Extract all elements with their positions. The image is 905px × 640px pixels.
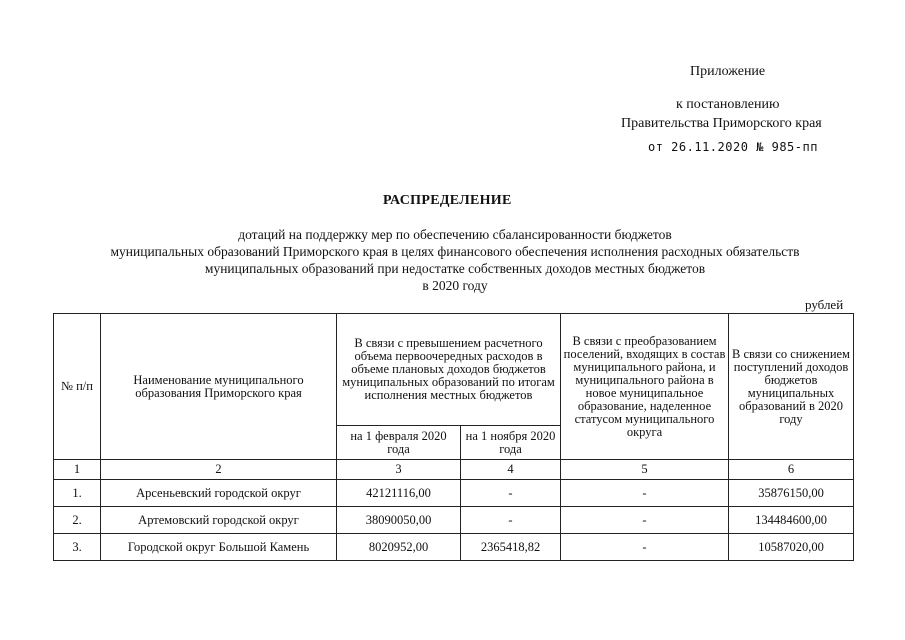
row-feb: 8020952,00	[337, 534, 461, 561]
government-label: Правительства Приморского края	[621, 116, 822, 131]
header-excess: В связи с превышением расчетного объема первоочередных расходов в объеме плановых доходов бюджетов муниципальных образований по итогам исполнения местных бюджетов	[337, 314, 561, 426]
table-row	[54, 507, 854, 534]
row-num: 2.	[54, 507, 101, 534]
row-decrease: 10587020,00	[729, 534, 854, 561]
row-num: 3.	[54, 534, 101, 561]
col-number: 3	[337, 460, 461, 480]
column-number-row	[54, 460, 854, 480]
row-name: Артемовский городской округ	[101, 507, 337, 534]
header-num: № п/п	[54, 314, 101, 460]
unit-label: рублей	[805, 297, 844, 312]
row-decrease: 35876150,00	[729, 480, 854, 507]
table-row	[54, 480, 854, 507]
table-row	[54, 534, 854, 561]
header-transform: В связи с преобразованием поселений, входящих в состав муниципального района, и муниципального района в новое муниципальное образование, наделенное статусом муниципального округа	[561, 314, 729, 460]
subtitle-line-1: дотаций на поддержку мер по обеспечению сбалансированности бюджетов	[238, 227, 672, 242]
subtitle-line-4: в 2020 году	[422, 278, 488, 293]
row-num: 1.	[54, 480, 101, 507]
row-name: Городской округ Большой Камень	[101, 534, 337, 561]
header-decrease: В связи со снижением поступлений доходов бюджетов муниципальных образований в 2020 году	[729, 314, 854, 460]
row-name: Арсеньевский городской округ	[101, 480, 337, 507]
row-transform: -	[561, 534, 729, 561]
header-nov: на 1 ноября 2020 года	[461, 426, 561, 460]
subtitle-line-2: муниципальных образований Приморского края в целях финансового обеспечения исполнения расходных обязательств	[110, 244, 800, 259]
row-decrease: 134484600,00	[729, 507, 854, 534]
col-number: 2	[101, 460, 337, 480]
row-feb: 42121116,00	[337, 480, 461, 507]
row-nov: -	[461, 480, 561, 507]
document-title: РАСПРЕДЕЛЕНИЕ	[383, 193, 512, 208]
document-subtitle	[40, 226, 870, 294]
row-feb: 38090050,00	[337, 507, 461, 534]
row-transform: -	[561, 507, 729, 534]
header-row	[54, 314, 854, 426]
header-name: Наименование муниципального образования Приморского края	[101, 314, 337, 460]
appendix-label: Приложение	[690, 64, 766, 79]
col-number: 1	[54, 460, 101, 480]
row-nov: 2365418,82	[461, 534, 561, 561]
col-number: 4	[461, 460, 561, 480]
distribution-table	[53, 313, 854, 561]
row-transform: -	[561, 480, 729, 507]
date-number-stamp: от 26.11.2020 № 985-пп	[648, 140, 818, 154]
row-nov: -	[461, 507, 561, 534]
subtitle-line-3: муниципальных образований при недостатке собственных доходов местных бюджетов	[204, 261, 706, 276]
resolution-label: к постановлению	[676, 97, 780, 112]
header-feb: на 1 февраля 2020 года	[337, 426, 461, 460]
col-number: 6	[729, 460, 854, 480]
col-number: 5	[561, 460, 729, 480]
